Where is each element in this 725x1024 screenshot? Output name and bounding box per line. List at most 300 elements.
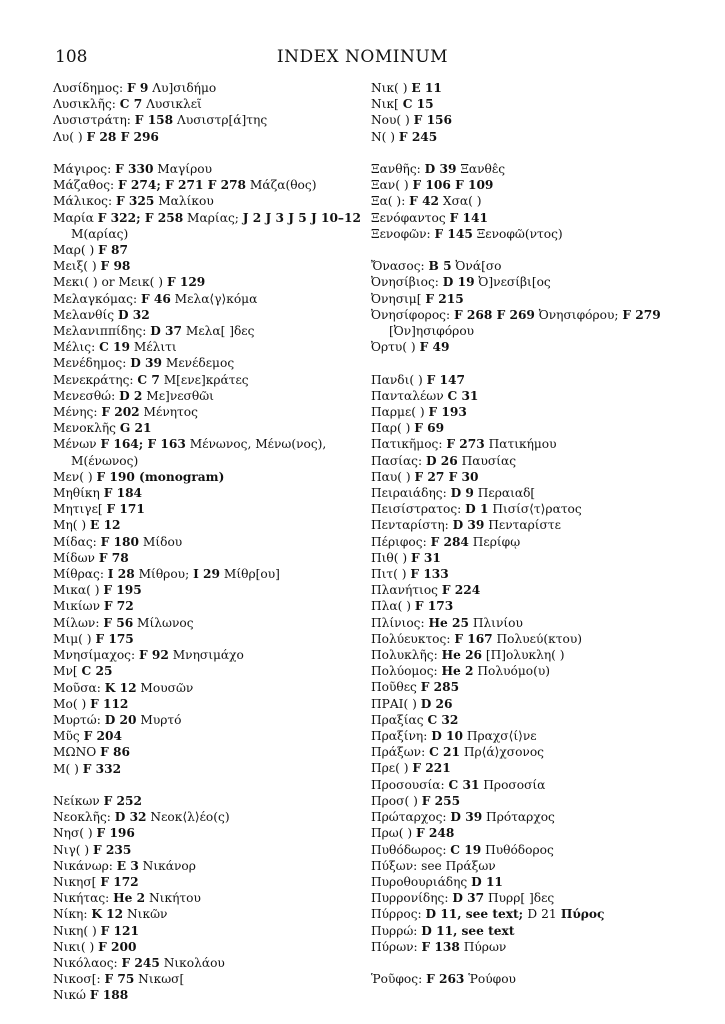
entry-reference: C 31 [447, 388, 479, 403]
entry-reference: D 26 [420, 696, 453, 711]
entry-reference: K 12 [91, 907, 124, 922]
entry-text: ΜΩΝΟ [53, 745, 101, 760]
index-entry [371, 712, 686, 728]
entry-reference: F 273 [446, 437, 485, 452]
entry-reference: E 3 [116, 858, 139, 873]
entry-reference: D 39 [452, 518, 485, 533]
index-entry [371, 193, 686, 209]
entry-reference: F 268 F 269 [453, 307, 535, 322]
entry-text: Μάζα(θος) [246, 178, 317, 193]
entry-reference: F 190 (monogram) [96, 469, 225, 484]
entry-reference: F 121 [100, 923, 139, 938]
entry-text: Νείκων [53, 793, 104, 808]
entry-text: Μένης: [53, 405, 102, 420]
entry-text: Νικάνωρ: [53, 858, 117, 873]
entry-reference: D 39 [450, 810, 483, 825]
entry-text: Μελανθίς [53, 307, 118, 322]
index-entry [371, 469, 686, 485]
index-entry [53, 566, 365, 582]
entry-text: Ξαν( ) [371, 178, 413, 193]
entry-text: Μηθίκη [53, 486, 104, 501]
index-entry [53, 744, 365, 760]
index-entry [371, 566, 686, 582]
entry-text: Μεν( ) [53, 469, 97, 484]
entry-text: Πυρρώ: [371, 923, 422, 938]
entry-text: Μαρ( ) [53, 243, 99, 258]
entry-text: Μουσῶν [136, 680, 194, 695]
entry-text: Ν( ) [371, 129, 399, 144]
index-entry [371, 291, 686, 307]
entry-reference: He 2 [441, 664, 474, 679]
entry-text: Μενεκράτης: [53, 372, 138, 387]
entry-text: Μιμ( ) [53, 631, 96, 646]
entry-reference: E 12 [90, 518, 121, 533]
entry-text: Μελανιππίδης: [53, 324, 151, 339]
entry-reference: F 221 [412, 761, 451, 776]
entry-reference: F 106 F 109 [412, 178, 494, 193]
entry-text: Μοῦσα: [53, 680, 105, 695]
entry-reference: C 7 [137, 372, 160, 387]
entry-text: Προσ( ) [371, 793, 422, 808]
entry-text: Ξενόφαντος [371, 210, 450, 225]
entry-reference: F 284 [430, 534, 469, 549]
entry-reference: G 21 [119, 421, 152, 436]
entry-text: Πολυκλῆς: [371, 648, 442, 663]
entry-text: Νίκη: [53, 907, 92, 922]
entry-reference: Πύρος [556, 907, 605, 922]
entry-text: Μίδων [53, 550, 99, 565]
index-entry [371, 679, 686, 695]
entry-spacer [53, 777, 365, 793]
index-entry [53, 404, 365, 420]
index-entry [53, 631, 365, 647]
entry-reference: F 98 [100, 259, 131, 274]
entry-reference: D 39 [424, 162, 457, 176]
entry-text: Χσα( ) [439, 194, 482, 209]
index-entry [371, 793, 686, 809]
index-entry [53, 858, 365, 874]
index-entry [371, 453, 686, 469]
index-entry [371, 210, 686, 226]
entry-text: Περίφῳ [468, 534, 521, 549]
index-entry [53, 534, 365, 550]
index-entry [53, 647, 365, 663]
page-header [0, 47, 725, 73]
entry-reference: C 31 [448, 777, 480, 792]
entry-text: Πεισίστρατος: [371, 502, 466, 517]
entry-reference: F 279 [622, 307, 661, 322]
index-entry [53, 485, 365, 501]
index-entry [371, 923, 686, 939]
index-entry [371, 177, 686, 193]
entry-text: Μητιγε[ [53, 502, 107, 517]
index-entry [53, 987, 365, 1003]
entry-reference: D 11 [471, 874, 503, 889]
entry-reference: C 32 [427, 712, 459, 727]
entry-text: Πέριφος: [371, 534, 431, 549]
entry-text: Πυροθουριάδης [371, 874, 472, 889]
entry-text: Μαρίας; [183, 210, 243, 225]
index-entry [371, 744, 686, 760]
entry-reference: F 245 [121, 955, 160, 970]
entry-reference: C 21 [429, 745, 460, 760]
index-entry [53, 96, 365, 112]
entry-reference: F 28 F 296 [86, 129, 159, 144]
index-entry [371, 858, 686, 874]
index-entry [371, 485, 686, 501]
entry-text: Μ[ενε]κράτες [159, 372, 249, 387]
entry-text: Μένων [53, 437, 101, 452]
index-entry [53, 323, 365, 339]
entry-text: Πισίσ⟨τ⟩ρατος [488, 502, 582, 517]
entry-text: Μικίων [53, 599, 104, 614]
entry-reference: F 224 [441, 583, 481, 598]
index-entry [371, 307, 686, 323]
entry-text: Μίθρ[ου] [219, 567, 280, 582]
entry-text: Πολύομος: [371, 664, 442, 679]
entry-reference: F 31 [411, 550, 441, 565]
entry-reference: F 263 [426, 972, 465, 987]
entry-text: Πιτ( ) [371, 567, 411, 582]
entry-text: Λυ]σιδήμο [148, 81, 217, 95]
entry-text: Μ( ) [53, 761, 83, 776]
entry-text: Νικοσ[: [53, 972, 105, 987]
index-entry [53, 761, 365, 777]
entry-text: Πραξίας [371, 712, 428, 727]
entry-text: Λυσικλῆς: [53, 97, 120, 112]
entry-text: Πλανήτιος [371, 583, 442, 598]
entry-text: Νικ[ [371, 97, 403, 112]
entry-reference: F 167 [454, 631, 493, 646]
entry-text: Μνησιμάχο [168, 648, 244, 663]
index-entry [371, 842, 686, 858]
entry-text: Πλινίου [468, 615, 523, 630]
entry-reference: D 32 [117, 307, 150, 322]
entry-text: Μενοκλῆς [53, 421, 120, 436]
index-entry [53, 307, 365, 323]
entry-reference: F 285 [420, 680, 460, 695]
entry-text: Νικη( ) [53, 923, 101, 938]
index-entry [53, 355, 365, 371]
entry-reference: He 26 [441, 648, 483, 663]
entry-text: Μένητος [139, 405, 198, 420]
entry-reference: F 92 [138, 648, 169, 663]
entry-reference: He 2 [113, 891, 146, 906]
entry-reference: F 202 [101, 405, 140, 420]
index-entry [53, 242, 365, 258]
entry-spacer [53, 145, 365, 161]
entry-reference: D 32 [114, 810, 147, 825]
entry-text: Πρώταρχος: [371, 810, 451, 825]
index-entry [53, 874, 365, 890]
entry-text: Ξανθε̂ς [456, 162, 506, 176]
entry-reference: F 87 [98, 243, 128, 258]
index-entry [371, 339, 686, 355]
entry-text: ΠΡΑΙ( ) [371, 696, 421, 711]
index-entry [371, 112, 686, 128]
index-entry [53, 274, 365, 290]
entry-reference: F 147 [426, 372, 465, 387]
entry-text: Νικάνορ [138, 858, 196, 873]
index-entry [53, 80, 365, 96]
entry-text: Πενταρίστε [484, 518, 561, 533]
index-entry [53, 339, 365, 355]
entry-reference: F 245 [398, 129, 438, 144]
index-entry [53, 955, 365, 971]
index-entry [53, 388, 365, 404]
index-entry [53, 712, 365, 728]
index-entry [53, 420, 365, 436]
entry-text: Ὀνησιμ[ [371, 291, 426, 306]
entry-text: Πατικῆμος: [371, 437, 447, 452]
index-entry [371, 501, 686, 517]
entry-reference: D 9 [450, 486, 474, 501]
entry-text: Μῦς [53, 729, 84, 744]
entry-reference: F 325 [115, 194, 155, 209]
entry-reference: F 141 [449, 210, 488, 225]
entry-spacer [371, 145, 686, 161]
entry-reference: F 72 [103, 599, 134, 614]
entry-reference: F 172 [100, 874, 139, 889]
entry-text: Μίδας: [53, 534, 101, 549]
entry-text: Πολύευκτος: [371, 631, 455, 646]
entry-reference: D 37 [150, 324, 182, 339]
entry-reference: C 19 [99, 340, 131, 355]
entry-text: Πλίνιος: [371, 615, 429, 630]
entry-text: Νικόλαος: [53, 955, 122, 970]
entry-reference: B 5 [428, 259, 452, 274]
entry-reference: F 330 [115, 162, 154, 176]
entry-reference: I 29 [193, 567, 220, 582]
index-entry [371, 80, 686, 96]
entry-text: Ὀνά[σο [451, 259, 502, 274]
entry-text: Παυσίας [457, 453, 517, 468]
entry-text: Πρόταρχος [482, 810, 555, 825]
entry-reference: F 248 [416, 826, 455, 841]
entry-text: Μίλων: [53, 615, 104, 630]
entry-text: Ποῦθες [371, 680, 421, 695]
entry-text: Ῥούφου [464, 972, 516, 987]
entry-text: Μνησίμαχος: [53, 648, 139, 663]
index-entry [371, 728, 686, 744]
index-entry [371, 809, 686, 825]
entry-text: Πραχσ⟨ί⟩νε [463, 729, 537, 744]
index-entry [53, 923, 365, 939]
entry-text: Πρω( ) [371, 826, 416, 841]
entry-reference: D 39 [130, 356, 163, 371]
entry-reference: F 255 [421, 793, 461, 808]
index-entry [53, 842, 365, 858]
entry-reference: F 46 [140, 291, 171, 306]
entry-reference: F 180 [100, 534, 139, 549]
entry-text: Μαλίκου [154, 194, 214, 209]
entry-text: Παυ( ) [371, 469, 415, 484]
index-entry-continuation [53, 453, 365, 469]
entry-text: Μίδου [138, 534, 183, 549]
entry-text: Μελα⟨γ⟩κόμα [170, 291, 258, 306]
index-entry [53, 129, 365, 145]
entry-text: Ῥοῦφος: [371, 972, 427, 987]
index-entry [371, 939, 686, 955]
entry-reference: F 322; F 258 [97, 210, 184, 225]
entry-text: Προσουσία: [371, 777, 449, 792]
index-entry [371, 96, 686, 112]
entry-text: Ὀρτυ( ) [371, 340, 420, 355]
index-entry [53, 696, 365, 712]
entry-text: [Ὀν]ησιφόρου [389, 324, 475, 339]
entry-reference: F 235 [92, 842, 132, 857]
entry-text: Μίθρας: [53, 567, 108, 582]
entry-reference: F 42 [409, 194, 440, 209]
entry-reference: F 332 [82, 761, 122, 776]
index-entry [371, 906, 686, 922]
entry-reference: C 15 [402, 97, 434, 112]
entry-text: Πιθ( ) [371, 550, 412, 565]
entry-text: Ξα( ): [371, 194, 410, 209]
index-entry [371, 274, 686, 290]
index-entry [371, 534, 686, 550]
index-entry [53, 291, 365, 307]
entry-text: Μ(αρίας) [71, 226, 129, 241]
entry-reference: D 2 [119, 388, 143, 403]
entry-reference: C 7 [119, 97, 143, 112]
entry-text: Μυρτό [136, 712, 182, 727]
entry-reference: D 26 [426, 453, 458, 468]
entry-text: Πασίας: [371, 453, 426, 468]
entry-text: Ὀνησίφορος: [371, 307, 454, 322]
index-entry [371, 404, 686, 420]
entry-reference: He 25 [428, 615, 469, 630]
index-entry [53, 728, 365, 744]
entry-text: Πύρων [459, 939, 507, 954]
entry-reference: K 12 [104, 680, 137, 695]
index-entry [53, 890, 365, 906]
index-entry [371, 825, 686, 841]
entry-reference: F 138 [421, 939, 460, 954]
index-entry [53, 258, 365, 274]
entry-reference: F 86 [100, 745, 130, 760]
entry-reference: F 204 [83, 729, 122, 744]
entry-text: Πρε( ) [371, 761, 413, 776]
entry-reference: F 184 [103, 486, 143, 501]
entry-reference: F 9 [127, 81, 149, 95]
entry-reference: F 171 [106, 502, 145, 517]
entry-text: Πυρρονίδης: [371, 891, 453, 906]
entry-reference: F 252 [103, 793, 142, 808]
index-entry [371, 420, 686, 436]
entry-text: Νικολάου [159, 955, 225, 970]
entry-text: Νικωσ[ [134, 972, 185, 987]
entry-text: Μελα[ ]δες [181, 324, 255, 339]
entry-reference: F 145 [434, 226, 473, 241]
entry-text: Πολυεύ(κτου) [492, 631, 582, 646]
entry-text: Πυρρ[ ]δες [484, 891, 555, 906]
entry-text: Μάλικος: [53, 194, 116, 209]
entry-text: Ὀνησιφόρου; [534, 307, 623, 322]
entry-text: Ὄνασος: [371, 259, 429, 274]
entry-reference: F 69 [414, 421, 445, 436]
entry-text: Πανταλέων [371, 388, 448, 403]
entry-text: Λυσικλεῖ [142, 97, 202, 112]
entry-text: Μν[ [53, 664, 82, 679]
page-title: INDEX NOMINUM [276, 47, 449, 67]
entry-spacer [371, 355, 686, 371]
entry-text: Μαρία [53, 210, 98, 225]
entry-text: Μυρτώ: [53, 712, 105, 727]
entry-spacer [371, 955, 686, 971]
index-entry [53, 372, 365, 388]
entry-text: Πενταρίστη: [371, 518, 453, 533]
entry-reference: F 175 [95, 631, 134, 646]
index-column-right [371, 80, 686, 987]
entry-text: Νικι( ) [53, 939, 99, 954]
entry-text: Μαγίρου [153, 162, 212, 176]
entry-text: Ξενοφῶ(ντος) [472, 226, 563, 241]
entry-reference: F 156 [413, 113, 453, 128]
index-entry [53, 825, 365, 841]
index-entry [53, 210, 365, 226]
index-entry [53, 161, 365, 177]
entry-text: [Π]ολυκλη( ) [482, 648, 565, 663]
entry-text: Πυθόδωρος: [371, 842, 451, 857]
index-entry [53, 680, 365, 696]
entry-text: Πατικήμου [484, 437, 557, 452]
entry-text: Μέλιτι [130, 340, 177, 355]
entry-text: Νικ( ) [371, 81, 412, 95]
entry-text: Πολυόμο(υ) [473, 664, 551, 679]
entry-text: Λυσίδημος: [53, 81, 128, 95]
entry-reference: D 10 [431, 729, 463, 744]
entry-text: Νικήτου [145, 891, 201, 906]
entry-reference: F 215 [425, 291, 464, 306]
entry-text: Μίλωνος [133, 615, 194, 630]
index-entry [371, 647, 686, 663]
index-entry [53, 598, 365, 614]
index-entry [371, 696, 686, 712]
entry-text: Νησ( ) [53, 826, 97, 841]
entry-text: Λυσιστράτη: [53, 113, 135, 128]
entry-text: Ξενοφῶν: [371, 226, 435, 241]
entry-text: Πρ⟨ά⟩χσονος [459, 745, 545, 760]
entry-reference: E 11 [411, 81, 442, 95]
entry-text: Πειραιάδης: [371, 486, 451, 501]
entry-spacer [371, 242, 686, 258]
entry-reference: F 188 [89, 988, 129, 1003]
index-entry [53, 793, 365, 809]
entry-text: Νικησ[ [53, 874, 101, 889]
entry-reference: I 28 [107, 567, 135, 582]
entry-text: Μάγιρος: [53, 162, 116, 176]
entry-text: D 21 [527, 907, 557, 922]
entry-text: Μεκι( ) or Μεικ( ) [53, 275, 167, 290]
entry-text: Μελαγκόμας: [53, 291, 141, 306]
entry-text: Λυ( ) [53, 129, 87, 144]
entry-reference: F 133 [410, 567, 449, 582]
entry-text: Μο( ) [53, 696, 91, 711]
entry-text: Περαιαδ[ [473, 486, 536, 501]
index-entry [371, 226, 686, 242]
entry-reference: C 19 [450, 842, 482, 857]
index-entry [371, 777, 686, 793]
index-entry [371, 388, 686, 404]
index-entry [53, 177, 365, 193]
index-entry [371, 874, 686, 890]
entry-reference: D 1 [465, 502, 489, 517]
index-entry-continuation [371, 323, 686, 339]
index-entry-continuation [53, 226, 365, 242]
entry-text: Πύρων: [371, 939, 422, 954]
entry-text: Παρμε( ) [371, 405, 429, 420]
